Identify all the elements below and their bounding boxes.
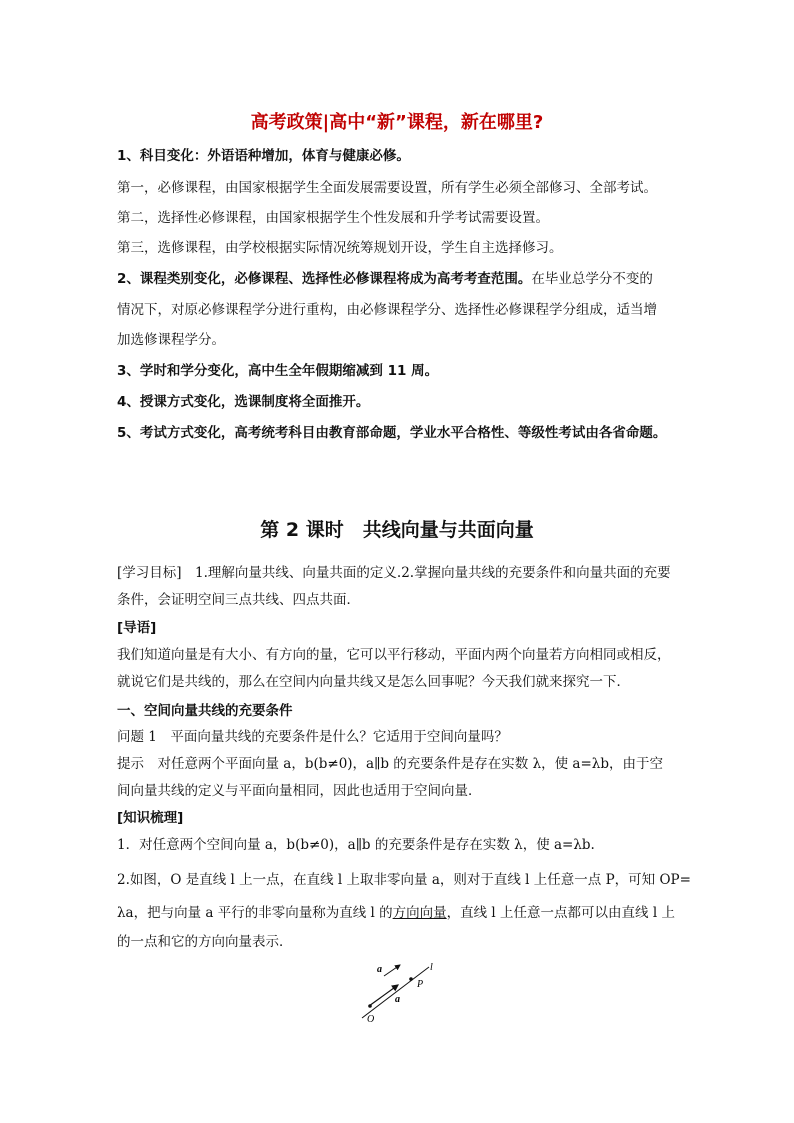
policy-item-2-line-3: 加选修课程学分。 bbox=[117, 332, 225, 348]
policy-item-4: 4、授课方式变化，选课制度将全面推开。 bbox=[117, 394, 370, 410]
point-P bbox=[409, 977, 413, 981]
vector-a-on-line bbox=[369, 985, 398, 1006]
point-O bbox=[368, 1004, 372, 1008]
k2-line-2-part-b: ，直线 l 上任意一点都可以由直线 l 上 bbox=[446, 905, 675, 921]
label-a-top: a bbox=[377, 964, 382, 975]
knowledge-item-2-line-2 bbox=[117, 907, 675, 921]
policy-item-1: 1、科目变化：外语语种增加，体育与健康必修。 bbox=[117, 148, 410, 164]
direction-vector-term: 方向向量 bbox=[392, 905, 447, 921]
label-O: O bbox=[367, 1014, 375, 1025]
k2-line-2-part-a: λa，把与向量 a 平行的非零向量称为直线 l 的 bbox=[117, 905, 393, 921]
intro-line-1: 我们知道向量是有大小、有方向的量，它可以平行移动，平面内两个向量若方向相同或相反， bbox=[117, 647, 671, 663]
label-a-mid: a bbox=[395, 994, 400, 1005]
policy-item-3: 3、学时和学分变化，高中生全年假期缩减到 11 周。 bbox=[117, 363, 439, 379]
intro-label: [导语] bbox=[117, 620, 157, 636]
knowledge-item-2-line-1: 2.如图，O 是直线 l 上一点，在直线 l 上取非零向量 a，则对于直线 l 上任意一点 P，可知 OP= bbox=[117, 872, 691, 888]
line-l bbox=[362, 967, 429, 1018]
policy-para-1: 第一，必修课程，由国家根据学生全面发展需要设置，所有学生必须全部修习、全部考试。 bbox=[117, 180, 657, 196]
policy-item-2 bbox=[117, 273, 653, 287]
knowledge-label: [知识梳理] bbox=[117, 810, 184, 826]
intro-line-2: 就说它们是共线的，那么在空间内向量共线又是怎么回事呢？今天我们就来探究一下． bbox=[117, 674, 630, 690]
policy-banner-title: 高考政策|高中“新”课程，新在哪里? bbox=[250, 112, 544, 133]
policy-item-2-rest: 在毕业总学分不变的 bbox=[531, 271, 653, 287]
knowledge-item-2-line-3: 的一点和它的方向向量表示． bbox=[117, 934, 293, 950]
policy-para-2: 第二，选择性必修课程，由国家根据学生个性发展和升学考试需要设置。 bbox=[117, 210, 549, 226]
learning-goals-line-1: [学习目标] 1.理解向量共线、向量共面的定义.2.掌握向量共线的充要条件和向量共面的充要 bbox=[117, 565, 671, 581]
vector-a-parallel bbox=[384, 965, 400, 976]
label-P: P bbox=[417, 979, 424, 990]
section-heading-1: 一、空间向量共线的充要条件 bbox=[117, 703, 293, 719]
label-l: l bbox=[430, 962, 433, 973]
question-1: 问题 1 平面向量共线的充要条件是什么？它适用于空间向量吗？ bbox=[117, 729, 508, 745]
policy-item-5: 5、考试方式变化，高考统考科目由教育部命题，学业水平合格性、等级性考试由各省命题。 bbox=[117, 425, 667, 441]
hint-line-2: 间向量共线的定义与平面向量相同，因此也适用于空间向量． bbox=[117, 783, 482, 799]
policy-para-3: 第三，选修课程，由学校根据实际情况统筹规划开设，学生自主选择修习。 bbox=[117, 240, 563, 256]
hint-line-1: 提示 对任意两个平面向量 a，b(b≠0)，a∥b 的充要条件是存在实数 λ，使 a=λb，由于空 bbox=[117, 756, 663, 772]
policy-item-2-bold: 2、课程类别变化，必修课程、选择性必修课程将成为高考考查范围。 bbox=[117, 271, 532, 287]
policy-item-2-line-2: 情况下，对原必修课程学分进行重构，由必修课程学分、选择性必修课程学分组成，适当增 bbox=[117, 302, 657, 318]
lesson-title: 第 2 课时 共线向量与共面向量 bbox=[260, 519, 534, 541]
learning-goals-line-2: 条件，会证明空间三点共线、四点共面． bbox=[117, 592, 360, 608]
knowledge-item-1: 1．对任意两个空间向量 a，b(b≠0)，a∥b 的充要条件是存在实数 λ，使 a=λb. bbox=[117, 837, 595, 853]
direction-vector-diagram bbox=[355, 958, 445, 1028]
